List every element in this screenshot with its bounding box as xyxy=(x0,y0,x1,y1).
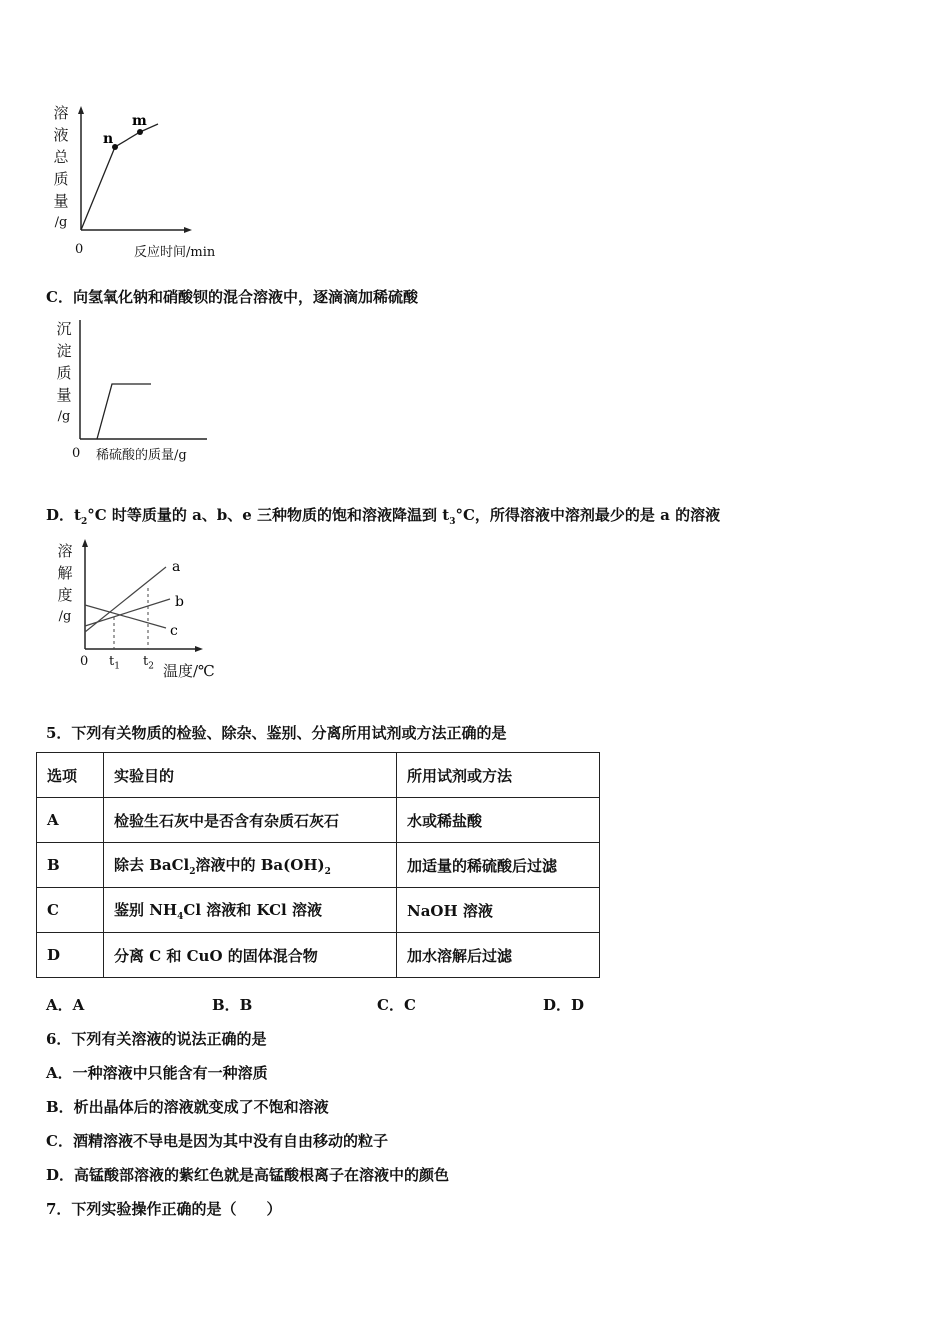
row-a-option: A xyxy=(37,798,104,843)
table-row xyxy=(37,843,600,888)
q6-option-b[interactable]: B．析出晶体后的溶液就变成了不饱和溶液 xyxy=(46,1098,329,1116)
row-b-purpose: 除去 BaCl$_2$溶液中的 $Ba(OH)_2$ xyxy=(104,843,397,888)
row-b-method: 加适量的稀硫酸后过滤 xyxy=(397,843,600,888)
graph-d-curve-c xyxy=(85,605,166,628)
q5-answer-d[interactable]: D．D xyxy=(543,996,585,1014)
graph-d-label-a: a xyxy=(172,559,181,575)
header-option: 选项 xyxy=(37,753,104,798)
table-row xyxy=(37,798,600,843)
graph-b-y-label: 溶 液 总 质 量 /g xyxy=(53,104,69,230)
graph-d-label-c: c xyxy=(170,623,178,639)
graph-d-t1-label: $t_1$ xyxy=(109,654,120,672)
q7-title: 7．下列实验操作正确的是（ ） xyxy=(46,1200,282,1218)
graph-b-x-arrow xyxy=(184,227,192,233)
q5-table xyxy=(36,752,600,978)
graph-b xyxy=(70,104,200,238)
option-c-text: C．向氢氧化钠和硝酸钡的混合溶液中，逐滴滴加稀硫酸 xyxy=(46,288,418,306)
graph-d-y-label: 溶 解 度 /g xyxy=(57,542,73,624)
row-c-purpose: 鉴别 $NH_4Cl$ 溶液和 KCl 溶液 xyxy=(104,888,397,933)
graph-d-label-b: b xyxy=(175,594,184,610)
graph-b-origin: 0 xyxy=(75,242,84,257)
graph-c-y-label: 沉 淀 质 量 /g xyxy=(56,320,72,424)
graph-b-y-arrow xyxy=(78,106,84,114)
row-a-method: 水或稀盐酸 xyxy=(397,798,600,843)
graph-d-origin: 0 xyxy=(80,654,89,669)
header-method: 所用试剂或方法 xyxy=(397,753,600,798)
q5-answer-c[interactable]: C．C xyxy=(377,996,416,1014)
graph-c-x-label: 稀硫酸的质量/g xyxy=(96,448,187,463)
graph-d-x-label: 温度/℃ xyxy=(163,662,215,680)
graph-b-x-label: 反应时间/min xyxy=(134,245,216,260)
table-header-row xyxy=(37,753,600,798)
graph-c-origin: 0 xyxy=(72,446,81,461)
q6-option-a[interactable]: A．一种溶液中只能含有一种溶质 xyxy=(46,1064,268,1082)
row-d-method: 加水溶解后过滤 xyxy=(397,933,600,978)
graph-d-x-arrow xyxy=(195,646,203,652)
table-row xyxy=(37,888,600,933)
graph-d xyxy=(78,536,208,656)
header-purpose: 实验目的 xyxy=(104,753,397,798)
graph-d-t2-label: $t_2$ xyxy=(143,654,154,672)
q5-title: 5．下列有关物质的检验、除杂、鉴别、分离所用试剂或方法正确的是 xyxy=(46,724,507,742)
q6-option-c[interactable]: C．酒精溶液不导电是因为其中没有自由移动的粒子 xyxy=(46,1132,388,1150)
row-d-option: D xyxy=(37,933,104,978)
graph-b-point-m xyxy=(137,129,143,135)
graph-b-curve xyxy=(81,124,158,230)
row-c-option: C xyxy=(37,888,104,933)
graph-d-curve-b xyxy=(85,599,170,626)
graph-c-curve xyxy=(97,384,151,439)
option-d-text: D．$t_2^\circ C$ 时等质量的 a、b、e 三种物质的饱和溶液降温到 $t_3^\circ C$，所得溶液中溶剂最少的是 a 的溶液 xyxy=(46,506,721,527)
q5-answer-a[interactable]: A．A xyxy=(46,996,85,1014)
q5-answer-b[interactable]: B．B xyxy=(212,996,253,1014)
row-b-option: B xyxy=(37,843,104,888)
graph-b-label-n: n xyxy=(103,131,114,147)
table-row xyxy=(37,933,600,978)
q6-option-d[interactable]: D．高锰酸部溶液的紫红色就是高锰酸根离子在溶液中的颜色 xyxy=(46,1166,450,1184)
row-c-method: NaOH 溶液 xyxy=(397,888,600,933)
graph-c xyxy=(75,318,215,442)
row-d-purpose: 分离 C 和 CuO 的固体混合物 xyxy=(104,933,397,978)
graph-d-y-arrow xyxy=(82,539,88,547)
graph-b-label-m: m xyxy=(132,113,147,129)
q6-title: 6．下列有关溶液的说法正确的是 xyxy=(46,1030,267,1048)
row-a-purpose: 检验生石灰中是否含有杂质石灰石 xyxy=(104,798,397,843)
